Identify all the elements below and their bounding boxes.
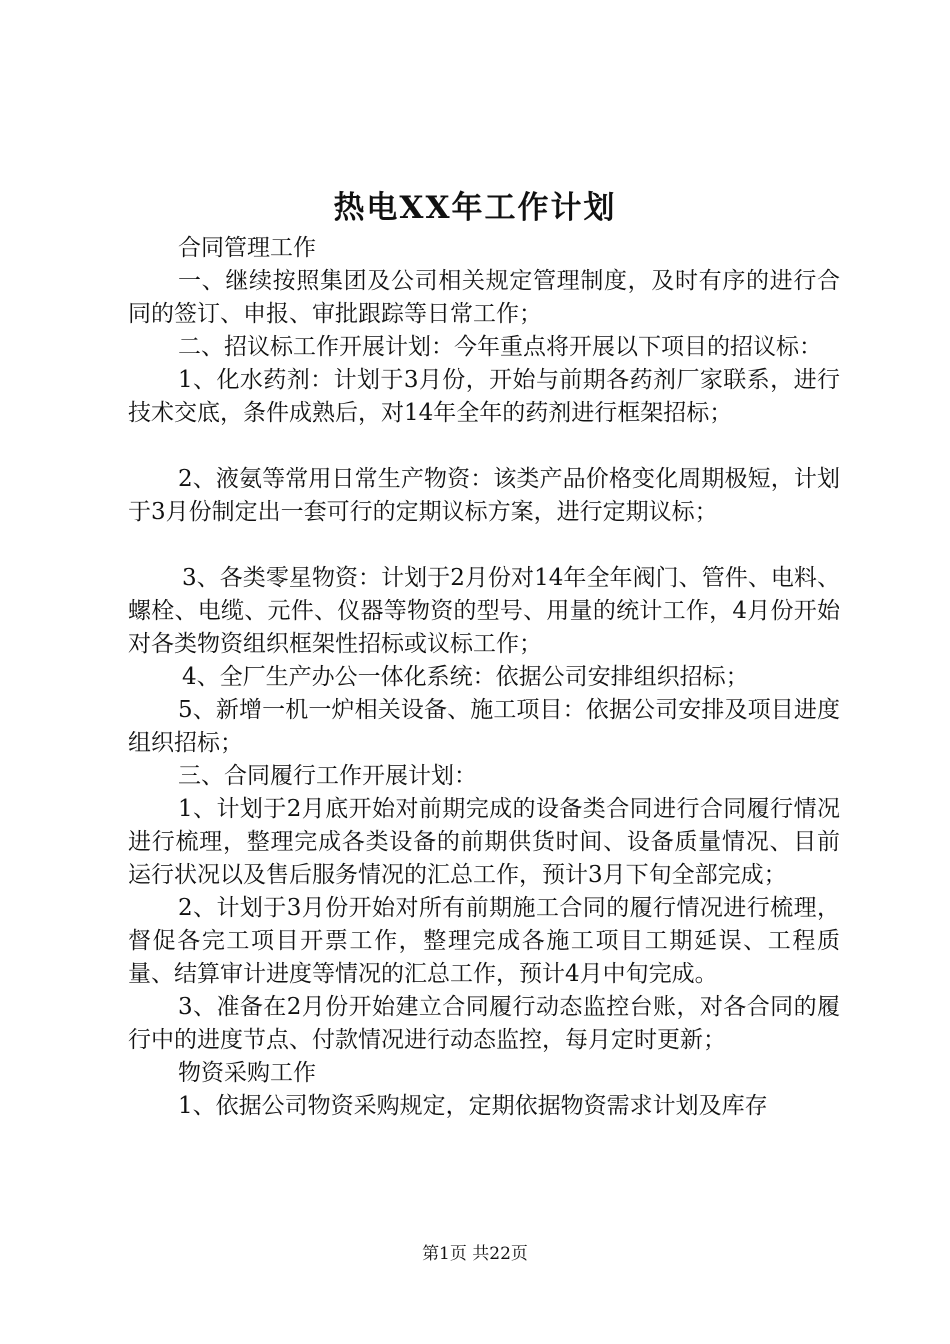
section-heading-procurement: 物资采购工作 bbox=[178, 1060, 316, 1086]
paragraph-subitem-4: 4、全厂生产办公一体化系统：依据公司安排组织招标； bbox=[182, 664, 749, 690]
document-body bbox=[128, 232, 840, 1123]
paragraph-subitem-5: 5、新增一机一炉相关设备、施工项目：依据公司安排及项目进度组织招标； bbox=[128, 697, 840, 756]
paragraph-subitem-3: 3、各类零星物资：计划于2月份对14年全年阀门、管件、电料、螺栓、电缆、元件、仪器等物资的型号、用量的统计工作，4月份开始对各类物资组织框架性招标或议标工作； bbox=[128, 565, 840, 657]
paragraph-item-1: 一、继续按照集团及公司相关规定管理制度，及时有序的进行合同的签订、申报、审批跟踪等日常工作； bbox=[128, 268, 840, 327]
section-heading-contract-management: 合同管理工作 bbox=[178, 235, 316, 261]
paragraph-fulfillment-1: 1、计划于2月底开始对前期完成的设备类合同进行合同履行情况进行梳理，整理完成各类设备的前期供货时间、设备质量情况、目前运行状况以及售后服务情况的汇总工作，预计3月下旬全部完成； bbox=[128, 796, 840, 888]
paragraph-subitem-1: 1、化水药剂：计划于3月份，开始与前期各药剂厂家联系，进行技术交底，条件成熟后，对14年全年的药剂进行框架招标； bbox=[128, 367, 840, 426]
paragraph-item-2: 二、招议标工作开展计划：今年重点将开展以下项目的招议标： bbox=[178, 334, 822, 360]
paragraph-item-3: 三、合同履行工作开展计划： bbox=[178, 763, 477, 789]
paragraph-fulfillment-3: 3、准备在2月份开始建立合同履行动态监控台账，对各合同的履行中的进度节点、付款情况进行动态监控，每月定时更新； bbox=[128, 994, 840, 1053]
paragraph-procurement-1: 1、依据公司物资采购规定，定期依据物资需求计划及库存 bbox=[178, 1093, 768, 1119]
page-number-footer: 第1页 共22页 bbox=[422, 1244, 528, 1264]
paragraph-subitem-2: 2、液氨等常用日常生产物资：该类产品价格变化周期极短，计划于3月份制定出一套可行的定期议标方案，进行定期议标； bbox=[128, 466, 840, 525]
paragraph-fulfillment-2: 2、计划于3月份开始对所有前期施工合同的履行情况进行梳理，督促各完工项目开票工作，整理完成各施工项目工期延误、工程质量、结算审计进度等情况的汇总工作，预计4月中旬完成。 bbox=[128, 895, 840, 987]
document-title: 热电XX年工作计划 bbox=[333, 190, 617, 226]
